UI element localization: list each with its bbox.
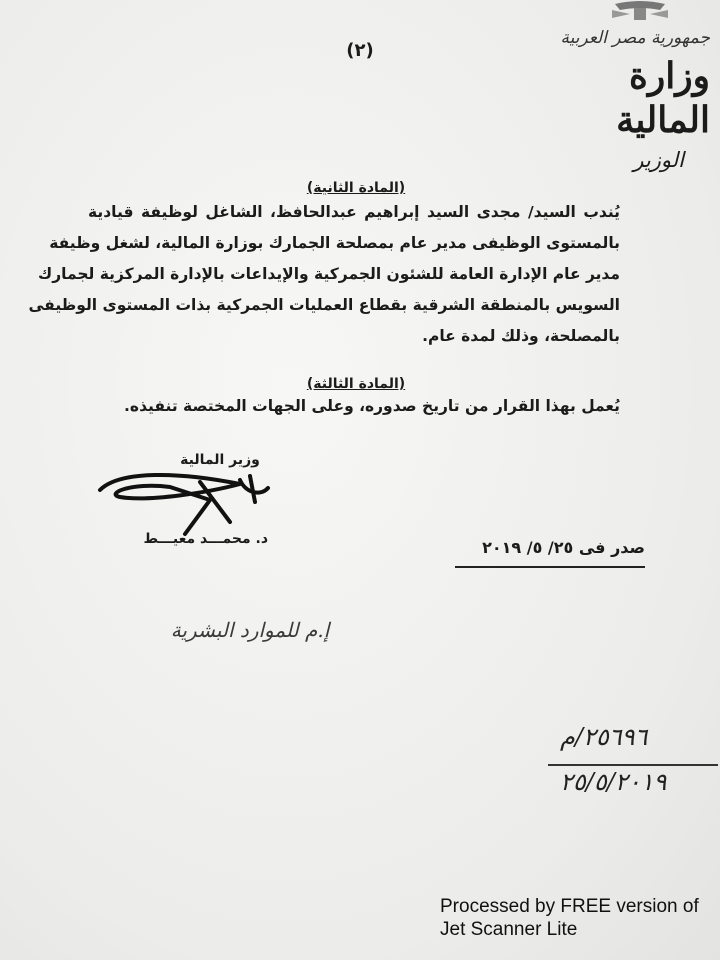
article-2-title [256,180,456,196]
article-2-line: بالمستوى الوظيفى مدير عام بمصلحة الجمارك بوزارة المالية، لشغل وظيفة [49,234,620,252]
article-2-line: السويس بالمنطقة الشرقية بقطاع العمليات الجمركية بذات المستوى الوظيفى [28,296,620,314]
article-2-line: بالمصلحة، وذلك لمدة عام. [422,327,620,345]
letterhead-minister: الوزير [633,148,684,172]
letterhead-ministry: وزارة المالية [616,55,710,141]
article-3-title [256,376,456,392]
article-2-line: يُندب السيد/ مجدى السيد إبراهيم عبدالحافظ، الشاغل لوظيفة قيادية [88,203,620,221]
issue-date-underline [455,566,645,568]
watermark-line-1: Processed by FREE version of [440,896,699,917]
signatory-name: د. محمـــد معيـــط [143,531,268,547]
signature-title: وزير المالية [180,452,260,468]
article-3-body: يُعمل بهذا القرار من تاريخ صدوره، وعلى الجهات المختصة تنفيذه. [124,397,620,415]
eagle-emblem-icon [610,0,670,22]
letterhead [540,28,710,172]
letterhead-country: جمهورية مصر العربية [560,28,710,48]
article-2-line: مدير عام الإدارة العامة للشئون الجمركية والإيداعات بالإدارة المركزية لجمارك [38,265,620,283]
article-2-title-text: (المادة الثانية) [306,180,406,196]
article-2-body [28,197,620,352]
issue-date: صدر فى ٢٥/ ٥/ ٢٠١٩ [482,538,645,557]
handwritten-annotation: إ.م للموارد البشرية [170,618,330,642]
handwritten-signature [90,462,280,542]
reference-date: ٢٥/٥/٢٠١٩ [560,768,667,796]
watermark-line-2: Jet Scanner Lite [440,919,578,940]
reference-divider [548,764,718,766]
reference-number: ٢٥٦٩٦/م [560,723,648,751]
page-number: (٢) [346,40,374,61]
scanner-watermark [440,895,715,941]
article-3-title-text: (المادة الثالثة) [306,376,406,392]
